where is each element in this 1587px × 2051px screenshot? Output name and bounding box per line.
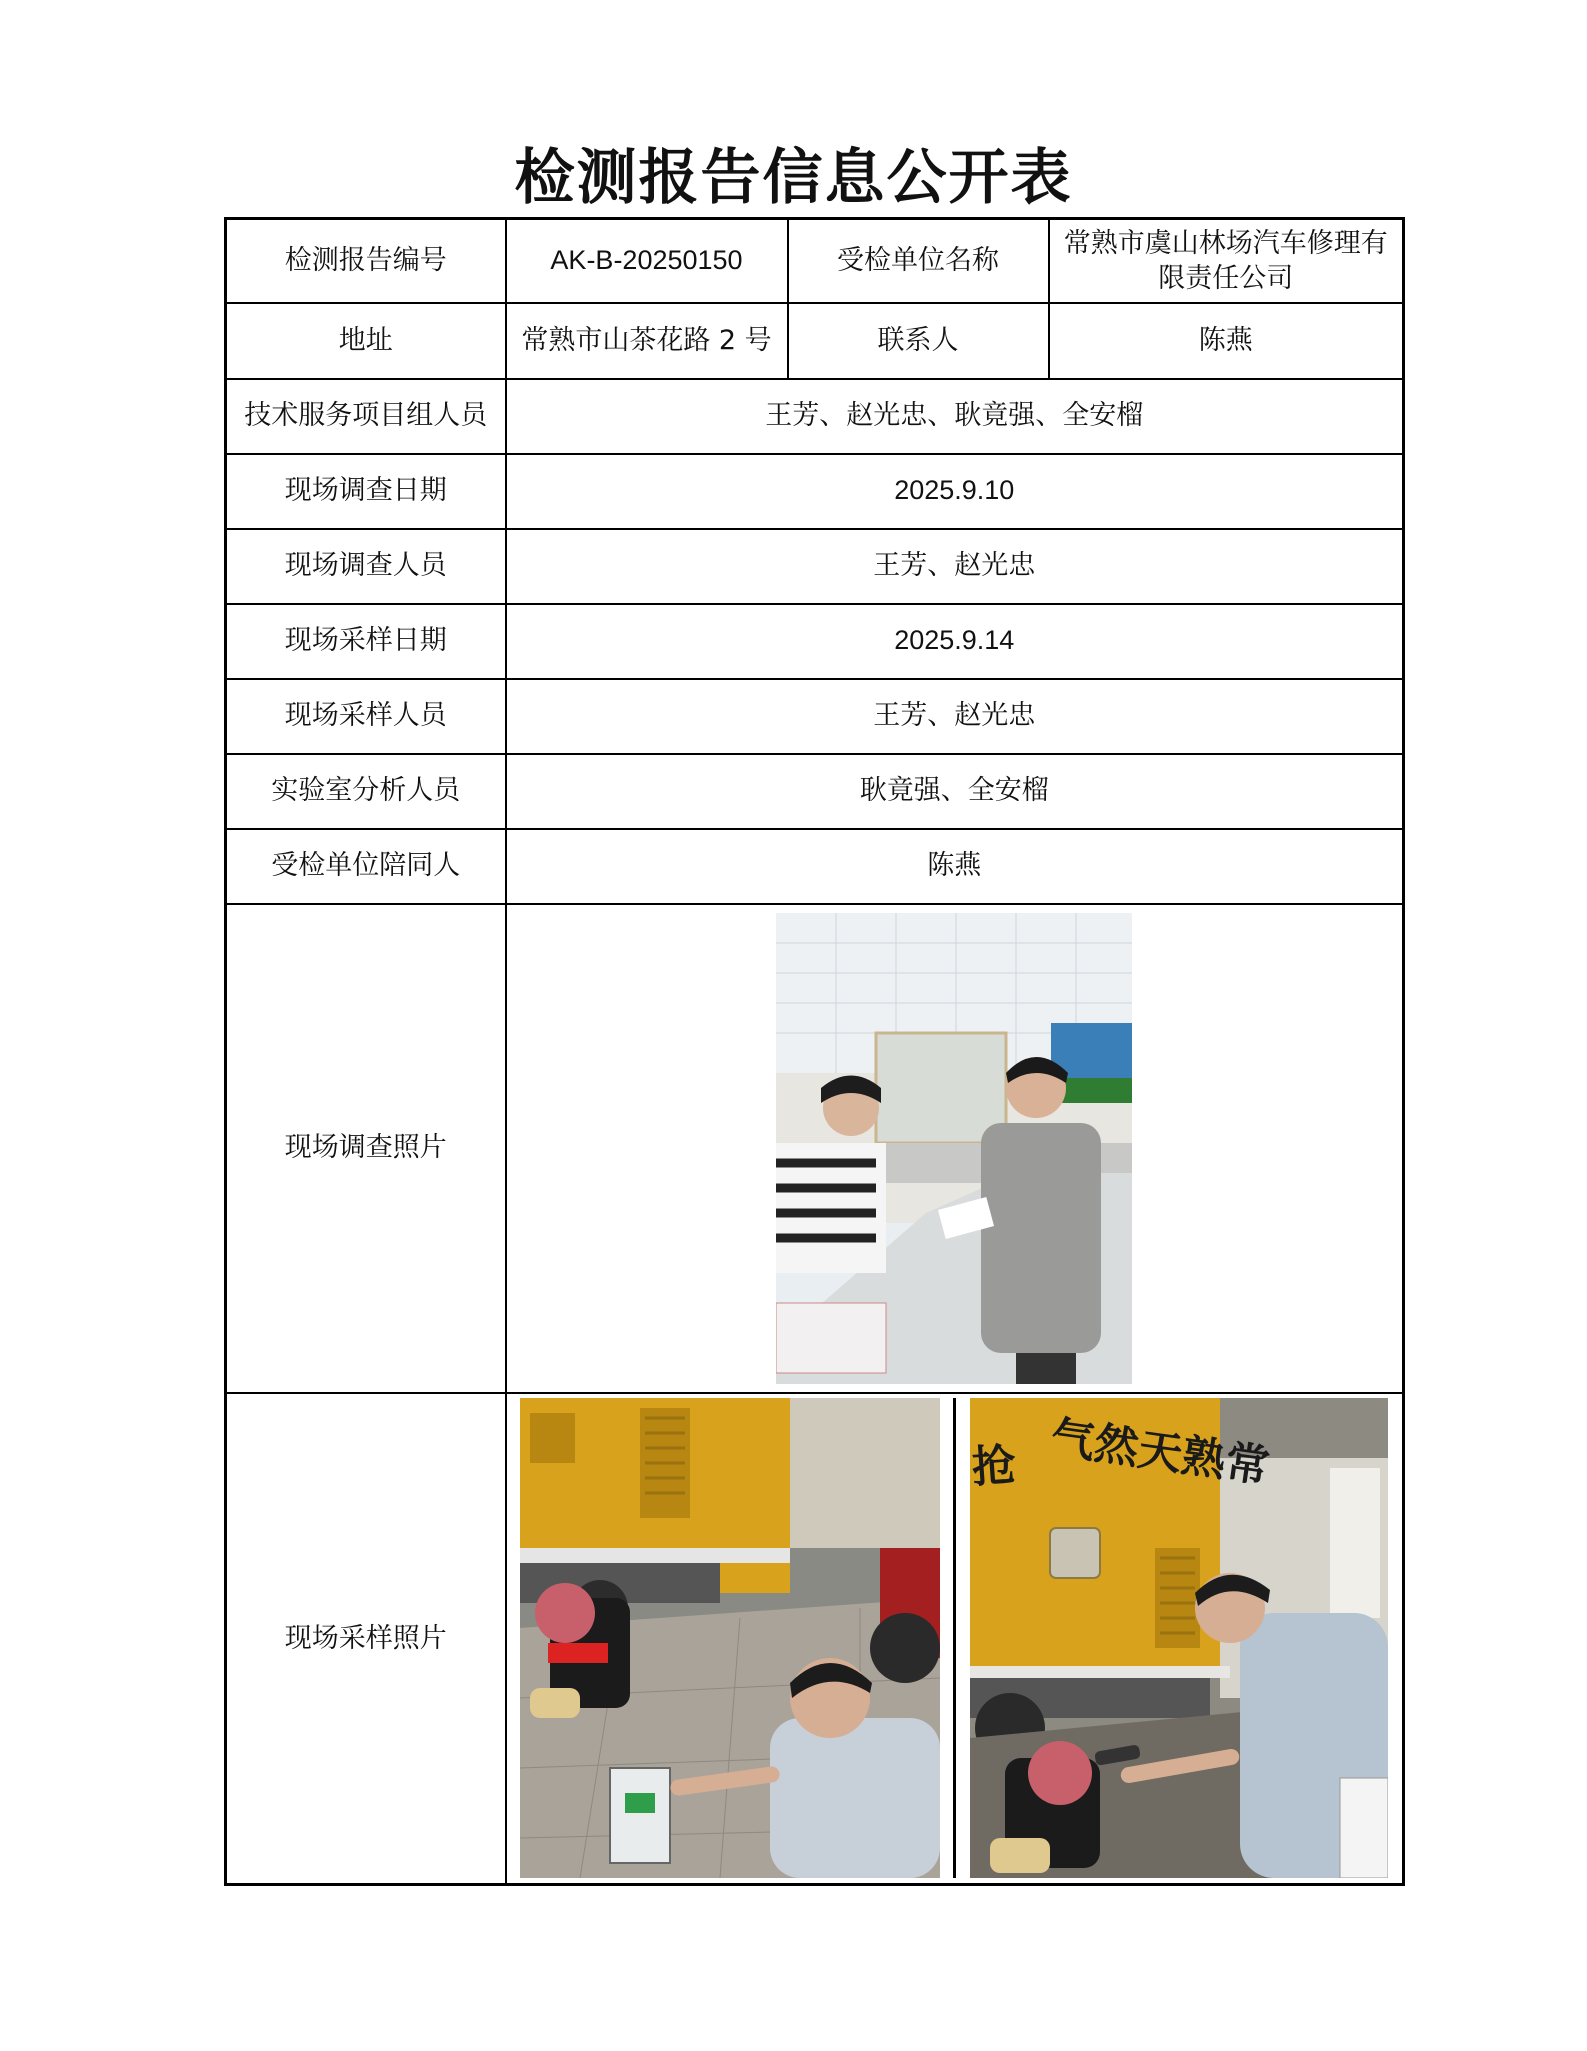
contact-label: 联系人 [788, 303, 1049, 379]
table-row [226, 604, 1404, 679]
lab-staff-label: 实验室分析人员 [226, 754, 506, 829]
survey-photo [776, 913, 1132, 1384]
table-row [226, 679, 1404, 754]
contact-value: 陈燕 [1049, 303, 1404, 379]
table-row [226, 904, 1404, 1393]
sampling-date-label: 现场采样日期 [226, 604, 506, 679]
sampling-photo-2 [970, 1398, 1388, 1878]
sampling-date-value: 2025.9.14 [506, 604, 1404, 679]
escort-value: 陈燕 [506, 829, 1404, 904]
table-row [226, 303, 1404, 379]
table-row [226, 754, 1404, 829]
sampling-staff-label: 现场采样人员 [226, 679, 506, 754]
team-value: 王芳、赵光忠、耿竟强、全安榴 [506, 379, 1404, 454]
lab-staff-value: 耿竟强、全安榴 [506, 754, 1404, 829]
report-no-value: AK-B-20250150 [506, 219, 788, 303]
sampling-photo-2-wrap [956, 1398, 1402, 1878]
address-value: 常熟市山茶花路 2 号 [506, 303, 788, 379]
survey-staff-label: 现场调查人员 [226, 529, 506, 604]
survey-staff-value: 王芳、赵光忠 [506, 529, 1404, 604]
sampling-photo-1-wrap [507, 1398, 956, 1878]
sampling-photo-cell [506, 1393, 1404, 1885]
survey-date-value: 2025.9.10 [506, 454, 1404, 529]
table-row [226, 379, 1404, 454]
unit-name-value: 常熟市虞山林场汽车修理有限责任公司 [1049, 219, 1404, 303]
truck-sign-text: 气然天熟常 [1047, 1412, 1273, 1494]
address-label: 地址 [226, 303, 506, 379]
unit-name-label: 受检单位名称 [788, 219, 1049, 303]
table-row [226, 454, 1404, 529]
sampling-photo-label: 现场采样照片 [226, 1393, 506, 1885]
page-title: 检测报告信息公开表 [514, 143, 1073, 213]
sampling-staff-value: 王芳、赵光忠 [506, 679, 1404, 754]
table-row [226, 829, 1404, 904]
report-no-label: 检测报告编号 [226, 219, 506, 303]
survey-photo-cell [506, 904, 1404, 1393]
sampling-photo-1 [520, 1398, 940, 1878]
survey-date-label: 现场调查日期 [226, 454, 506, 529]
welding-scene-image [520, 1398, 940, 1878]
survey-photo-label: 现场调查照片 [226, 904, 506, 1393]
team-label: 技术服务项目组人员 [226, 379, 506, 454]
sampling-photo-pair [507, 1398, 1403, 1878]
table-row [226, 529, 1404, 604]
escort-label: 受检单位陪同人 [226, 829, 506, 904]
table-row [226, 1393, 1404, 1885]
report-table [224, 217, 1405, 1886]
office-scene-image [776, 913, 1132, 1384]
truck-sign-text-left: 抢 [970, 1439, 1018, 1494]
table-row [226, 219, 1404, 303]
